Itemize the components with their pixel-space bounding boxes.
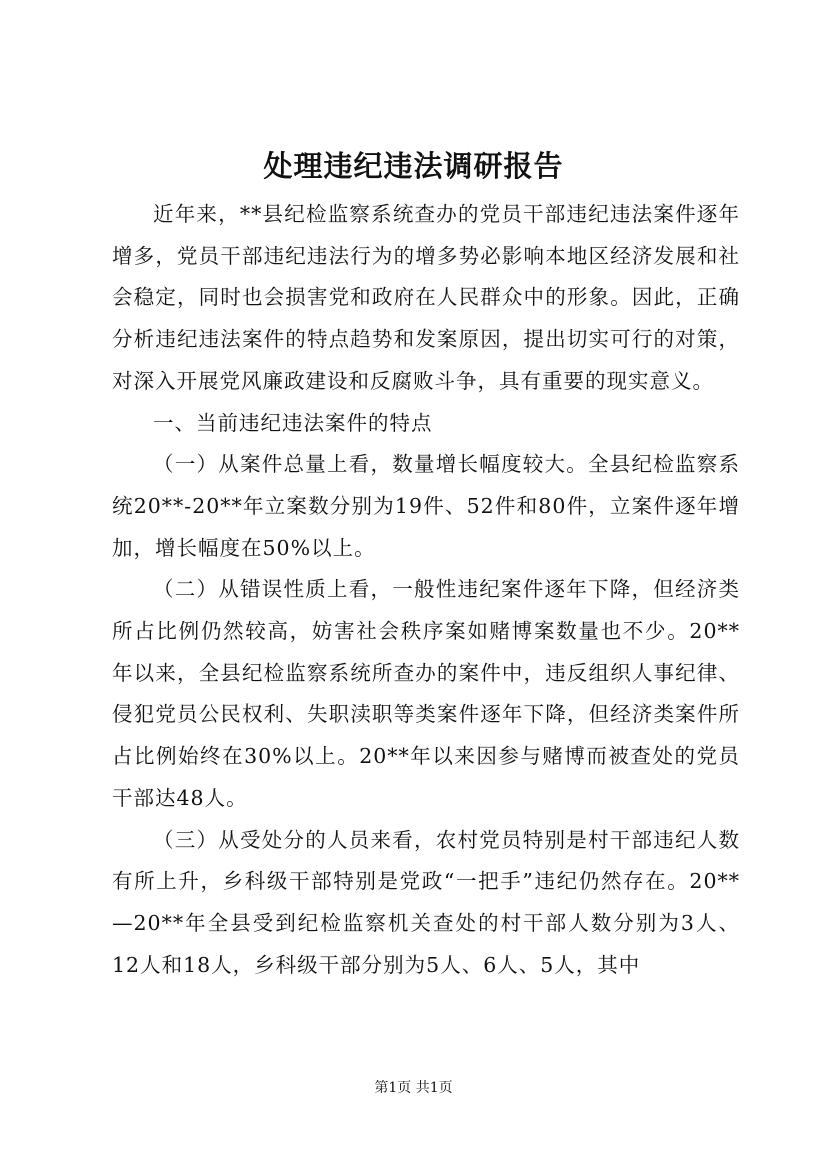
paragraph-intro: 近年来，**县纪检监察系统查办的党员干部违纪违法案件逐年增多，党员干部违纪违法行为的增多势必影响本地区经济发展和社会稳定，同时也会损害党和政府在人民群众中的形象。因此，正确分析违纪违法案件的特点趋势和发案原因，提出切实可行的对策，对深入开展党风廉政建设和反腐败斗争，具有重要的现实意义。 — [112, 202, 740, 393]
page-footer: 第1页 共1页 — [374, 1080, 453, 1096]
paragraph-point-3: （三）从受处分的人员来看，农村党员特别是村干部违纪人数有所上升，乡科级干部特别是党政“一把手”违纪仍然存在。20**—20**年全县受到纪检监察机关查处的村干部人数分别为3人、12人和18人，乡科级干部分别为5人、6人、5人，其中 — [112, 827, 740, 977]
document-title: 处理违纪违法调研报告 — [263, 149, 564, 183]
paragraph-point-2: （二）从错误性质上看，一般性违纪案件逐年下降，但经济类所占比例仍然较高，妨害社会秩序案如赌博案数量也不少。20**年以来，全县纪检监察系统所查办的案件中，违反组织人事纪律、侵犯党员公民权利、失职渎职等类案件逐年下降，但经济类案件所占比例始终在30%以上。20**年以来因参与赌博而被查处的党员干部达48人。 — [112, 577, 740, 810]
section-heading: 一、当前违纪违法案件的特点 — [153, 410, 433, 435]
paragraph-point-1: （一）从案件总量上看，数量增长幅度较大。全县纪检监察系统20**-20**年立案数分别为19件、52件和80件，立案件逐年增加，增长幅度在50%以上。 — [112, 452, 740, 560]
document-body — [112, 194, 740, 986]
